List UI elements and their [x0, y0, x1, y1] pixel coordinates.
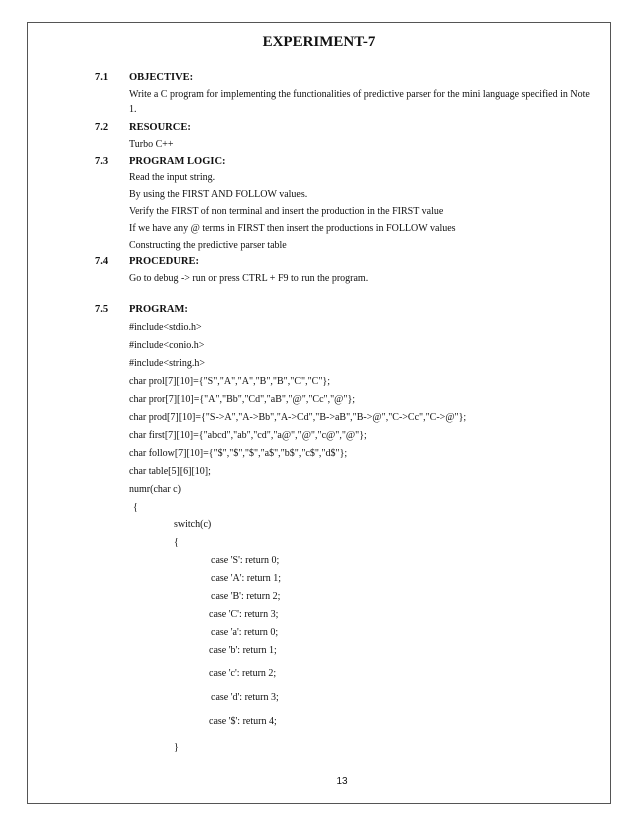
section-heading-resource: RESOURCE:	[129, 122, 191, 133]
objective-text: Write a C program for implementing the functionalities of predictive parser for the mini language specified in Note 1.	[129, 89, 590, 115]
code-line: case 'B': return 2;	[211, 591, 281, 602]
code-line: char pror[7][10]={"A","Bb","Cd","aB","@","Cc","@"};	[129, 394, 356, 405]
logic-line: Constructing the predictive parser table	[129, 240, 287, 251]
section-heading-logic: PROGRAM LOGIC:	[129, 156, 226, 167]
section-number-procedure: 7.4	[95, 256, 109, 267]
code-line: #include<stdio.h>	[129, 322, 202, 333]
code-line: numr(char c)	[129, 484, 181, 495]
section-heading-objective: OBJECTIVE:	[129, 72, 194, 83]
section-number-resource: 7.2	[95, 122, 109, 133]
code-line: case 'A': return 1;	[211, 573, 281, 584]
section-number-objective: 7.1	[95, 72, 109, 83]
logic-line: Read the input string.	[129, 172, 216, 183]
section-number-program: 7.5	[95, 304, 109, 315]
code-line: char table[5][6][10];	[129, 466, 211, 477]
code-line: char prol[7][10]={"S","A","A","B","B","C","C"};	[129, 376, 330, 387]
code-line: case 'd': return 3;	[211, 692, 279, 703]
code-line: case 'a': return 0;	[211, 627, 279, 638]
code-line: char follow[7][10]={"$","$","$","a$","b$","c$","d$"};	[129, 448, 348, 459]
code-line: case 'C': return 3;	[209, 609, 279, 620]
code-line: case '$': return 4;	[209, 716, 277, 727]
code-line: char prod[7][10]={"S->A","A->Bb","A->Cd","B->aB","B->@","C->Cc","C->@"};	[129, 412, 467, 423]
logic-line: By using the FIRST AND FOLLOW values.	[129, 189, 308, 200]
code-line: {	[174, 537, 179, 548]
section-number-logic: 7.3	[95, 156, 109, 167]
logic-line: Verify the FIRST of non terminal and insert the production in the FIRST value	[129, 206, 444, 217]
resource-text: Turbo C++	[129, 139, 174, 150]
code-line: #include<string.h>	[129, 358, 205, 369]
code-line: case 'S': return 0;	[211, 555, 280, 566]
code-line: }	[174, 742, 179, 753]
code-line: char first[7][10]={"abcd","ab","cd","a@","@","c@","@"};	[129, 430, 367, 441]
code-line: {	[133, 502, 138, 513]
section-heading-program: PROGRAM:	[129, 304, 188, 315]
page-title: EXPERIMENT-7	[262, 34, 376, 50]
code-line: #include<conio.h>	[129, 340, 205, 351]
code-line: switch(c)	[174, 519, 212, 530]
section-heading-procedure: PROCEDURE:	[129, 256, 199, 267]
page-number: 13	[336, 776, 348, 787]
logic-line: If we have any @ terms in FIRST then insert the productions in FOLLOW values	[129, 223, 456, 234]
procedure-text: Go to debug -> run or press CTRL + F9 to run the program.	[129, 273, 369, 284]
code-line: case 'c': return 2;	[209, 668, 277, 679]
code-line: case 'b': return 1;	[209, 645, 277, 656]
